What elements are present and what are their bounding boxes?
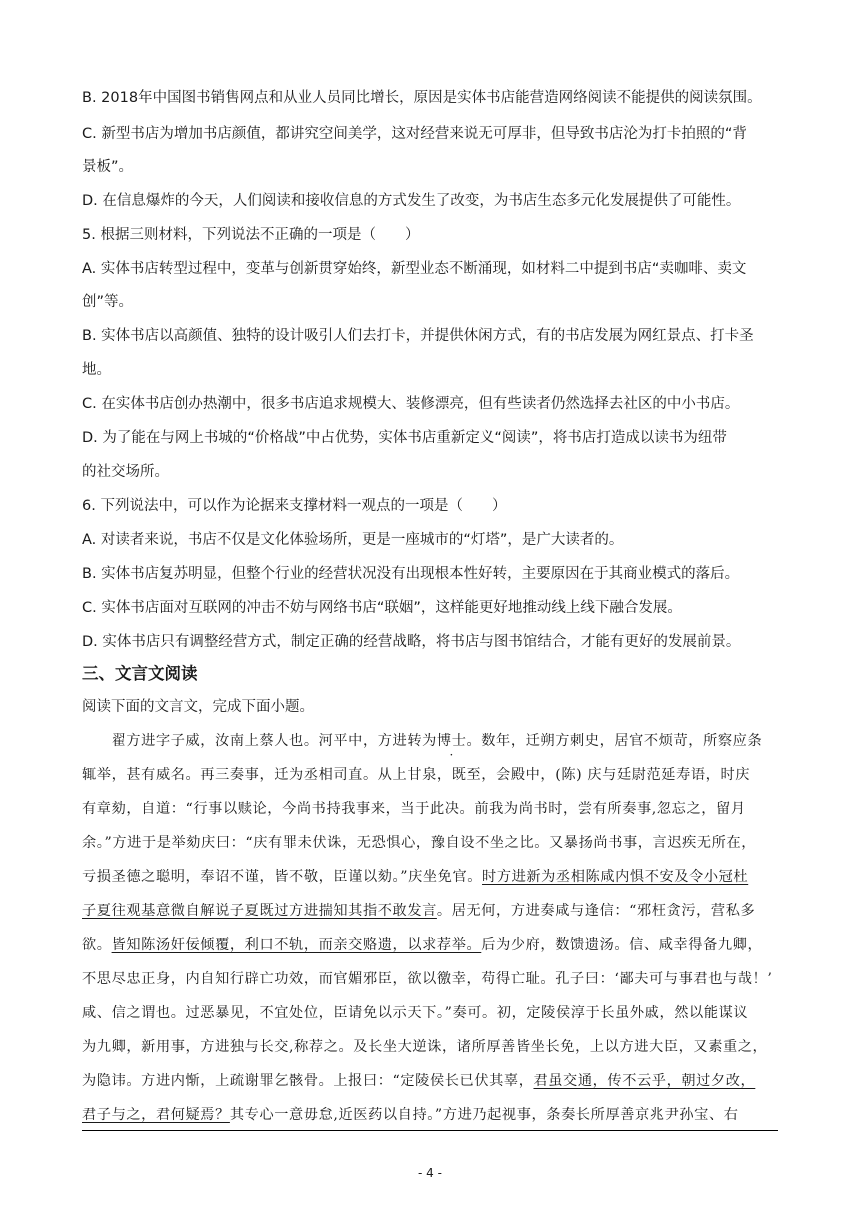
- underlined-sentence-3: 君虽交通，传不云乎，朝过夕改，: [533, 1073, 756, 1089]
- footer-rule: [82, 1130, 778, 1131]
- underlined-sentence-3-cont: 君子与之，君何疑焉？: [82, 1107, 230, 1123]
- emphasis-term: 博士: [436, 733, 467, 749]
- q5-option-d: D. 为了能在与网上书城的“价格战”中占优势，实体书店重新定义“阅读”，将书店打造成以读书为纽带: [82, 430, 727, 446]
- q5-option-c: C. 在实体书店创办热潮中，很多书店追求规模大、装修漂亮，但有些读者仍然选择去社区的中小书店。: [82, 396, 740, 412]
- page-number: - 4 -: [418, 1166, 442, 1180]
- passage-line-3: 有章劾，自道：“行事以赎论，今尚书持我事来，当于此决。前我为尚书时，尝有所奏事,忽忘之，留月: [82, 801, 746, 817]
- q6-option-a: A. 对读者来说，书店不仅是文化体验场所，更是一座城市的“灯塔”，是广大读者的。: [82, 532, 624, 548]
- passage-line-11: 为隐讳。方进内惭，上疏谢罪乞骸骨。上报曰：“定陵侯长已伏其辜，君虽交通，传不云乎，朝过夕改，: [82, 1073, 756, 1089]
- question-6: 6. 下列说法中，可以作为论据来支撑材料一观点的一项是（ ）: [82, 498, 507, 514]
- passage-line-5: 亏损圣德之聪明，奉诏不谨，皆不敬，臣谨以劾。”庆坐免官。时方进新为丞相陈咸内惧不安及令小冠杜: [82, 869, 749, 885]
- underlined-sentence-2: 皆知陈汤奸佞倾覆，利口不轨，而亲交赂遗，以求荐举。: [111, 937, 482, 953]
- passage-line-1: 翟方进字子威，汝南上蔡人也。河平中，方进转为博士。数年，迁朔方刺史，居官不烦苛，所察应条: [82, 733, 763, 749]
- instruction: 阅读下面的文言文，完成下面小题。: [82, 699, 314, 715]
- q6-option-d: D. 实体书店只有调整经营方式，制定正确的经营战略，将书店与图书馆结合，才能有更好的发展前景。: [82, 634, 741, 650]
- passage-line-7: 欲。皆知陈汤奸佞倾覆，利口不轨，而亲交赂遗，以求荐举。后为少府，数馈遗汤。信、咸幸得备九卿，: [82, 937, 763, 953]
- passage-line-4: 余。”方进于是举劾庆曰：“庆有罪未伏诛，无恐惧心，豫自设不坐之比。又暴扬尚书事，言迟疾无所在，: [82, 835, 757, 851]
- q5-option-b: B. 实体书店以高颜值、独特的设计吸引人们去打卡，并提供休闲方式，有的书店发展为网红景点、打卡圣: [82, 328, 754, 344]
- q5-option-d-cont: 的社交场所。: [82, 464, 169, 480]
- passage-line-8: 不思尽忠正身，内自知行辟亡功效，而官媚邪臣，欲以徼幸，苟得亡耻。孔子曰：‘鄙夫可与事君也与哉！’: [82, 971, 773, 987]
- passage-line-2: 辄举，甚有威名。再三奏事，迁为丞相司直。从上甘泉，既至，会殿中，(陈) 庆与廷尉范延寿语，时庆: [82, 767, 751, 783]
- question-5: 5. 根据三则材料，下列说法不正确的一项是（ ）: [82, 227, 420, 243]
- passage-line-6: 子夏往观基意微自解说子夏既过方进揣知其指不敢发言。居无何，方进奏咸与逢信：“邪枉贪污，营私多: [82, 903, 756, 919]
- q5-option-b-cont: 地。: [82, 362, 111, 378]
- option-c-line: C. 新型书店为增加书店颜值，都讲究空间美学，这对经营来说无可厚非，但导致书店沦为打卡拍照的“背: [82, 126, 747, 142]
- section-title: 三、文言文阅读: [82, 664, 198, 683]
- q5-option-a-cont: 创”等。: [82, 294, 134, 310]
- q6-option-c: C. 实体书店面对互联网的冲击不妨与网络书店“联姻”，这样能更好地推动线上线下融合发展。: [82, 600, 682, 616]
- passage-line-10: 为九卿，新用事，方进独与长交,称荐之。及长坐大逆诛，诸所厚善皆坐长免，上以方进大臣，又素重之，: [82, 1039, 768, 1055]
- passage-line-12: 君子与之，君何疑焉？其专心一意毋怠,近医药以自持。”方进乃起视事，条奏长所厚善京兆尹孙宝、右: [82, 1107, 739, 1123]
- underlined-sentence-cont: 子夏往观基意微自解说子夏既过方进揣知其指不敢发言: [82, 903, 437, 919]
- underlined-sentence: 时方进新为丞相陈咸内惧不安及令小冠杜: [482, 869, 749, 885]
- q6-option-b: B. 实体书店复苏明显，但整个行业的经营状况没有出现根本性好转，主要原因在于其商业模式的落后。: [82, 566, 740, 582]
- passage-line-9: 咸、信之谓也。过恶暴见，不宜处位，臣请免以示天下。”奏可。初，定陵侯淳于长虽外戚，然以能谋议: [82, 1005, 749, 1021]
- option-d-line: D. 在信息爆炸的今天，人们阅读和接收信息的方式发生了改变，为书店生态多元化发展提供了可能性。: [82, 193, 741, 209]
- option-b-line: B. 2018年中国图书销售网点和从业人员同比增长，原因是实体书店能营造网络阅读不能提供的阅读氛围。: [82, 90, 762, 106]
- option-c-line-cont: 景板”。: [82, 159, 134, 175]
- q5-option-a: A. 实体书店转型过程中，变革与创新贯穿始终，新型业态不断涌现，如材料二中提到书店“卖咖啡、卖文: [82, 261, 747, 277]
